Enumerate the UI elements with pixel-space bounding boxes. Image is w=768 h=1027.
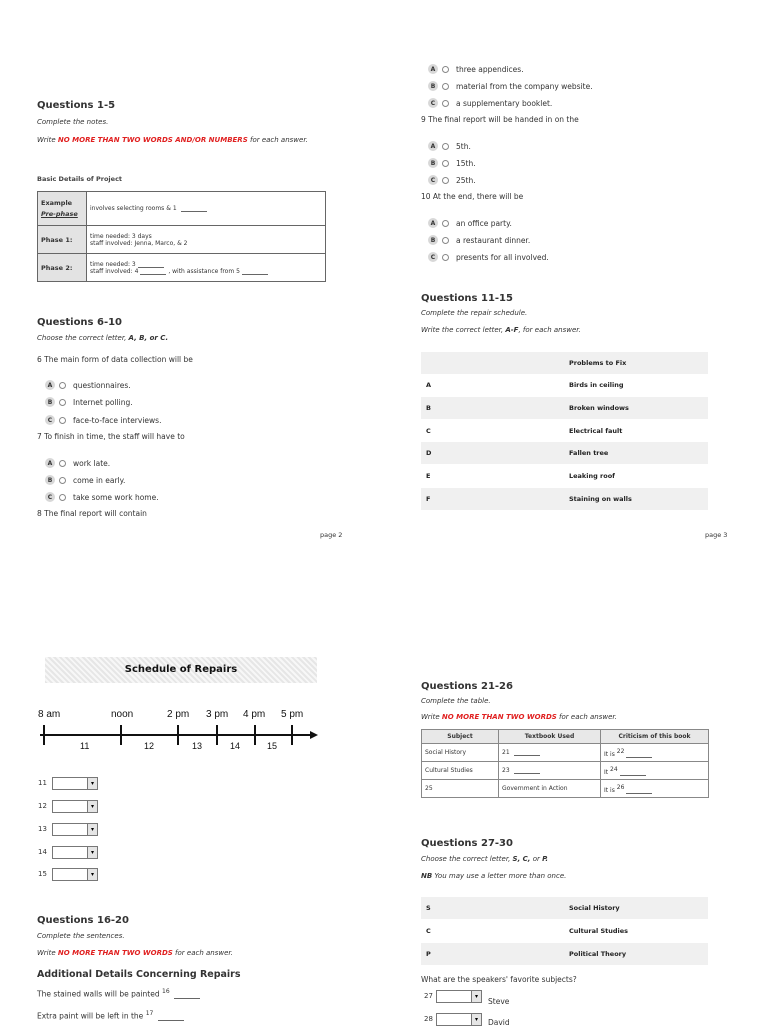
q8-option-c[interactable]: C a supplementary booklet. (428, 97, 552, 109)
answer-1-blank[interactable] (181, 211, 207, 212)
answer-26-blank[interactable] (626, 793, 652, 794)
answer-14-select[interactable] (52, 846, 98, 859)
cell: Government in Action (499, 780, 601, 798)
answer-13-select[interactable] (52, 823, 98, 836)
q10-option-c[interactable]: C presents for all involved. (428, 251, 549, 263)
radio-icon[interactable] (59, 460, 66, 467)
person-steve: Steve (488, 997, 510, 1006)
cell: It is 26 (601, 780, 709, 798)
time-label: 2 pm (167, 709, 190, 720)
dropdown-number: 27 (424, 992, 433, 1000)
arrow-right-icon (310, 731, 318, 739)
time-label: 3 pm (206, 709, 229, 720)
chevron-down-icon[interactable]: ▾ (471, 1014, 481, 1025)
q9-option-b[interactable]: B 15th. (428, 157, 476, 169)
cell: 25 (422, 780, 499, 798)
question-10: 10 At the end, there will be (421, 192, 524, 201)
chevron-down-icon[interactable]: ▾ (87, 869, 97, 880)
radio-icon[interactable] (442, 83, 449, 90)
chevron-down-icon[interactable]: ▾ (87, 824, 97, 835)
radio-icon[interactable] (59, 494, 66, 501)
col-header: Textbook Used (499, 730, 601, 744)
q11-15-instr: Complete the repair schedule. (421, 309, 528, 317)
q16-20-heading: Questions 16-20 (37, 915, 129, 926)
time-label: 4 pm (243, 709, 266, 720)
chevron-down-icon[interactable]: ▾ (471, 991, 481, 1002)
answer-15-select[interactable] (52, 868, 98, 881)
q8-option-b[interactable]: B material from the company website. (428, 80, 593, 92)
problem-row: A Birds in ceiling (426, 381, 624, 389)
dropdown-number: 13 (38, 825, 47, 833)
chevron-down-icon[interactable]: ▾ (87, 801, 97, 812)
answer-22-blank[interactable] (626, 757, 652, 758)
cell: 23 (499, 762, 601, 780)
q6-option-a[interactable]: A questionnaires. (45, 379, 131, 391)
q9-option-c[interactable]: C 25th. (428, 174, 476, 186)
slot-label: 13 (192, 741, 203, 751)
time-label: noon (111, 709, 134, 720)
phase1-cell: time needed: 3 days staff involved: Jenna, Marco, & 2 (87, 226, 326, 254)
page-3-label: page 3 (705, 531, 728, 539)
q7-option-a[interactable]: A work late. (45, 457, 110, 469)
answer-5-blank[interactable] (242, 274, 268, 275)
q10-option-b[interactable]: B a restaurant dinner. (428, 234, 530, 246)
radio-icon[interactable] (442, 177, 449, 184)
prephase-cell: involves selecting rooms & 1 (87, 192, 326, 226)
cell: 21 (499, 744, 601, 762)
radio-icon[interactable] (59, 417, 66, 424)
answer-21-blank[interactable] (514, 755, 540, 756)
problem-row: B Broken windows (421, 397, 708, 419)
question-6: 6 The main form of data collection will be (37, 355, 193, 364)
q6-10-heading: Questions 6-10 (37, 317, 123, 328)
schedule-title-banner (45, 657, 317, 683)
cell: It is 22 (601, 744, 709, 762)
radio-icon[interactable] (442, 100, 449, 107)
question-9: 9 The final report will be handed in on the (421, 115, 579, 124)
table-title: Basic Details of Project (37, 175, 123, 183)
dropdown-number: 12 (38, 802, 47, 810)
q21-26-write-instr: Write NO MORE THAN TWO WORDS for each answer. (421, 713, 617, 721)
q6-option-c[interactable]: C face-to-face interviews. (45, 414, 161, 426)
q1-5-write-instr: Write NO MORE THAN TWO WORDS AND/OR NUMBERS for each answer. (37, 136, 308, 144)
q7-option-b[interactable]: B come in early. (45, 474, 125, 486)
time-label: 5 pm (281, 709, 304, 720)
chevron-down-icon[interactable]: ▾ (87, 778, 97, 789)
subject-row: C Cultural Studies (426, 927, 629, 935)
problem-row: D Fallen tree (421, 442, 708, 464)
q27-30-instr: Choose the correct letter, S, C, or P. (421, 855, 549, 863)
q6-option-b[interactable]: B Internet polling. (45, 396, 133, 408)
q7-option-c[interactable]: C take some work home. (45, 491, 159, 503)
radio-icon[interactable] (442, 237, 449, 244)
slot-label: 14 (230, 741, 241, 751)
col-header: Subject (422, 730, 499, 744)
q21-26-heading: Questions 21-26 (421, 681, 513, 692)
q10-option-a[interactable]: A an office party. (428, 217, 512, 229)
dropdown-number: 11 (38, 779, 47, 787)
answer-16-blank[interactable] (174, 998, 200, 999)
radio-icon[interactable] (59, 477, 66, 484)
answer-12-select[interactable] (52, 800, 98, 813)
cell: It 24 (601, 762, 709, 780)
problems-header-row: Problems to Fix (421, 352, 708, 374)
slot-label: 11 (80, 741, 90, 751)
nb-note: NB You may use a letter more than once. (421, 872, 567, 880)
dropdown-number: 14 (38, 848, 47, 856)
q6-10-instr: Choose the correct letter, A, B, or C. (37, 334, 169, 342)
answer-27-select[interactable] (436, 990, 482, 1003)
additional-details-heading: Additional Details Concerning Repairs (37, 969, 241, 980)
radio-icon[interactable] (59, 399, 66, 406)
radio-icon[interactable] (59, 382, 66, 389)
schedule-timeline (30, 703, 330, 763)
answer-17-blank[interactable] (158, 1020, 184, 1021)
schedule-title: Schedule of Repairs (124, 664, 238, 675)
q16-20-write-instr: Write NO MORE THAN TWO WORDS for each answer. (37, 949, 233, 957)
q11-15-write-instr: Write the correct letter, A-F, for each answer. (421, 326, 581, 334)
q1-5-heading: Questions 1-5 (37, 100, 116, 111)
answer-23-blank[interactable] (514, 773, 540, 774)
q1-5-instr: Complete the notes. (37, 118, 109, 126)
project-details-table (37, 191, 326, 282)
phase2-cell: time needed: 3 staff involved: 4 , with assistance from 5 (87, 254, 326, 282)
q8-option-a[interactable]: A three appendices. (428, 63, 524, 75)
radio-icon[interactable] (442, 220, 449, 227)
textbook-table (421, 729, 709, 798)
answer-4-blank[interactable] (140, 274, 166, 275)
problem-row: F Staining on walls (421, 488, 708, 510)
time-label: 8 am (38, 709, 61, 720)
phase1-label: Phase 1: (38, 226, 87, 254)
slot-label: 15 (267, 741, 278, 751)
answer-28-select[interactable] (436, 1013, 482, 1026)
dropdown-number: 28 (424, 1015, 433, 1023)
question-7: 7 To finish in time, the staff will have to (37, 432, 185, 441)
radio-icon[interactable] (442, 66, 449, 73)
radio-icon[interactable] (442, 160, 449, 167)
slot-label: 12 (144, 741, 155, 751)
page-2-label: page 2 (320, 531, 343, 539)
q16-20-instr: Complete the sentences. (37, 932, 125, 940)
speakers-question: What are the speakers' favorite subjects? (421, 975, 577, 984)
sentence-17: Extra paint will be left in the $^{17}$ (37, 1010, 184, 1021)
person-david: David (488, 1018, 510, 1027)
q9-option-a[interactable]: A 5th. (428, 140, 471, 152)
problem-row: C Electrical fault (426, 427, 623, 435)
chevron-down-icon[interactable]: ▾ (87, 847, 97, 858)
dropdown-number: 15 (38, 870, 47, 878)
q11-15-heading: Questions 11-15 (421, 293, 513, 304)
cell: Cultural Studies (422, 762, 499, 780)
answer-24-blank[interactable] (620, 775, 646, 776)
prephase-label: Example Pre-phase (38, 192, 87, 226)
phase2-label: Phase 2: (38, 254, 87, 282)
subject-row: S Social History (421, 897, 708, 919)
col-header: Criticism of this book (601, 730, 709, 744)
subject-row: P Political Theory (421, 943, 708, 965)
radio-icon[interactable] (442, 143, 449, 150)
cell: Social History (422, 744, 499, 762)
q27-30-heading: Questions 27-30 (421, 838, 513, 849)
sentence-16: The stained walls will be painted $^{16}$ (37, 988, 200, 999)
radio-icon[interactable] (442, 254, 449, 261)
q21-26-instr: Complete the table. (421, 697, 491, 705)
question-8: 8 The final report will contain (37, 509, 147, 518)
answer-11-select[interactable] (52, 777, 98, 790)
problem-row: E Leaking roof (426, 472, 615, 480)
